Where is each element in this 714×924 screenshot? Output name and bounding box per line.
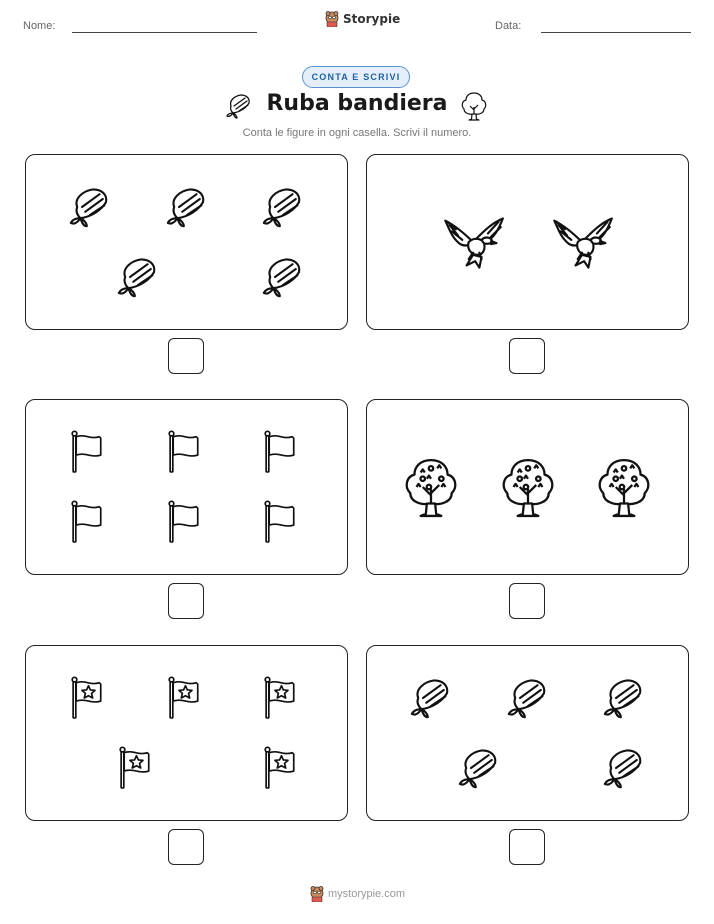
flag-icon [164, 424, 210, 480]
bandana-icon [259, 183, 307, 231]
brand-name: Storypie [343, 12, 401, 26]
eagle-icon [550, 210, 614, 274]
page-title: Ruba bandiera [266, 91, 448, 116]
counting-panel-2 [366, 154, 689, 330]
tree-icon [497, 451, 559, 523]
bandana-icon [259, 253, 307, 301]
counting-panel-6 [366, 645, 689, 821]
counting-panel-1 [25, 154, 348, 330]
answer-box-5[interactable] [168, 829, 204, 865]
answer-box-1[interactable] [168, 338, 204, 374]
answer-box-3[interactable] [168, 583, 204, 619]
brand-logo [325, 11, 400, 27]
tree-icon [400, 451, 462, 523]
bandana-icon [407, 674, 455, 722]
date-label: Data: [495, 20, 522, 32]
flag-icon [67, 424, 113, 480]
star-flag-icon [260, 670, 306, 726]
instructions: Conta le figure in ogni casella. Scrivi il numero. [242, 127, 472, 139]
flag-icon [260, 494, 306, 550]
flag-icon [67, 494, 113, 550]
bandana-icon [114, 253, 162, 301]
tree-icon [593, 451, 655, 523]
answer-box-2[interactable] [509, 338, 545, 374]
star-flag-icon [115, 740, 161, 796]
bandana-icon [504, 674, 552, 722]
mascot-icon [325, 11, 339, 27]
bandana-icon [600, 674, 648, 722]
tree-icon [459, 90, 489, 122]
eagle-icon [441, 210, 505, 274]
bandana-icon [163, 183, 211, 231]
footer [310, 886, 405, 902]
star-flag-icon [164, 670, 210, 726]
star-flag-icon [260, 740, 306, 796]
activity-badge: CONTA E SCRIVI [302, 66, 410, 88]
flag-icon [260, 424, 306, 480]
footer-url: mystorypie.com [328, 888, 406, 900]
name-field[interactable] [72, 32, 257, 33]
date-field[interactable] [541, 32, 691, 33]
name-label: Nome: [23, 20, 56, 32]
bandana-icon [455, 744, 503, 792]
flag-icon [164, 494, 210, 550]
bandana-icon [600, 744, 648, 792]
mascot-icon [310, 886, 324, 902]
star-flag-icon [67, 670, 113, 726]
answer-box-6[interactable] [509, 829, 545, 865]
answer-box-4[interactable] [509, 583, 545, 619]
bandana-icon [66, 183, 114, 231]
